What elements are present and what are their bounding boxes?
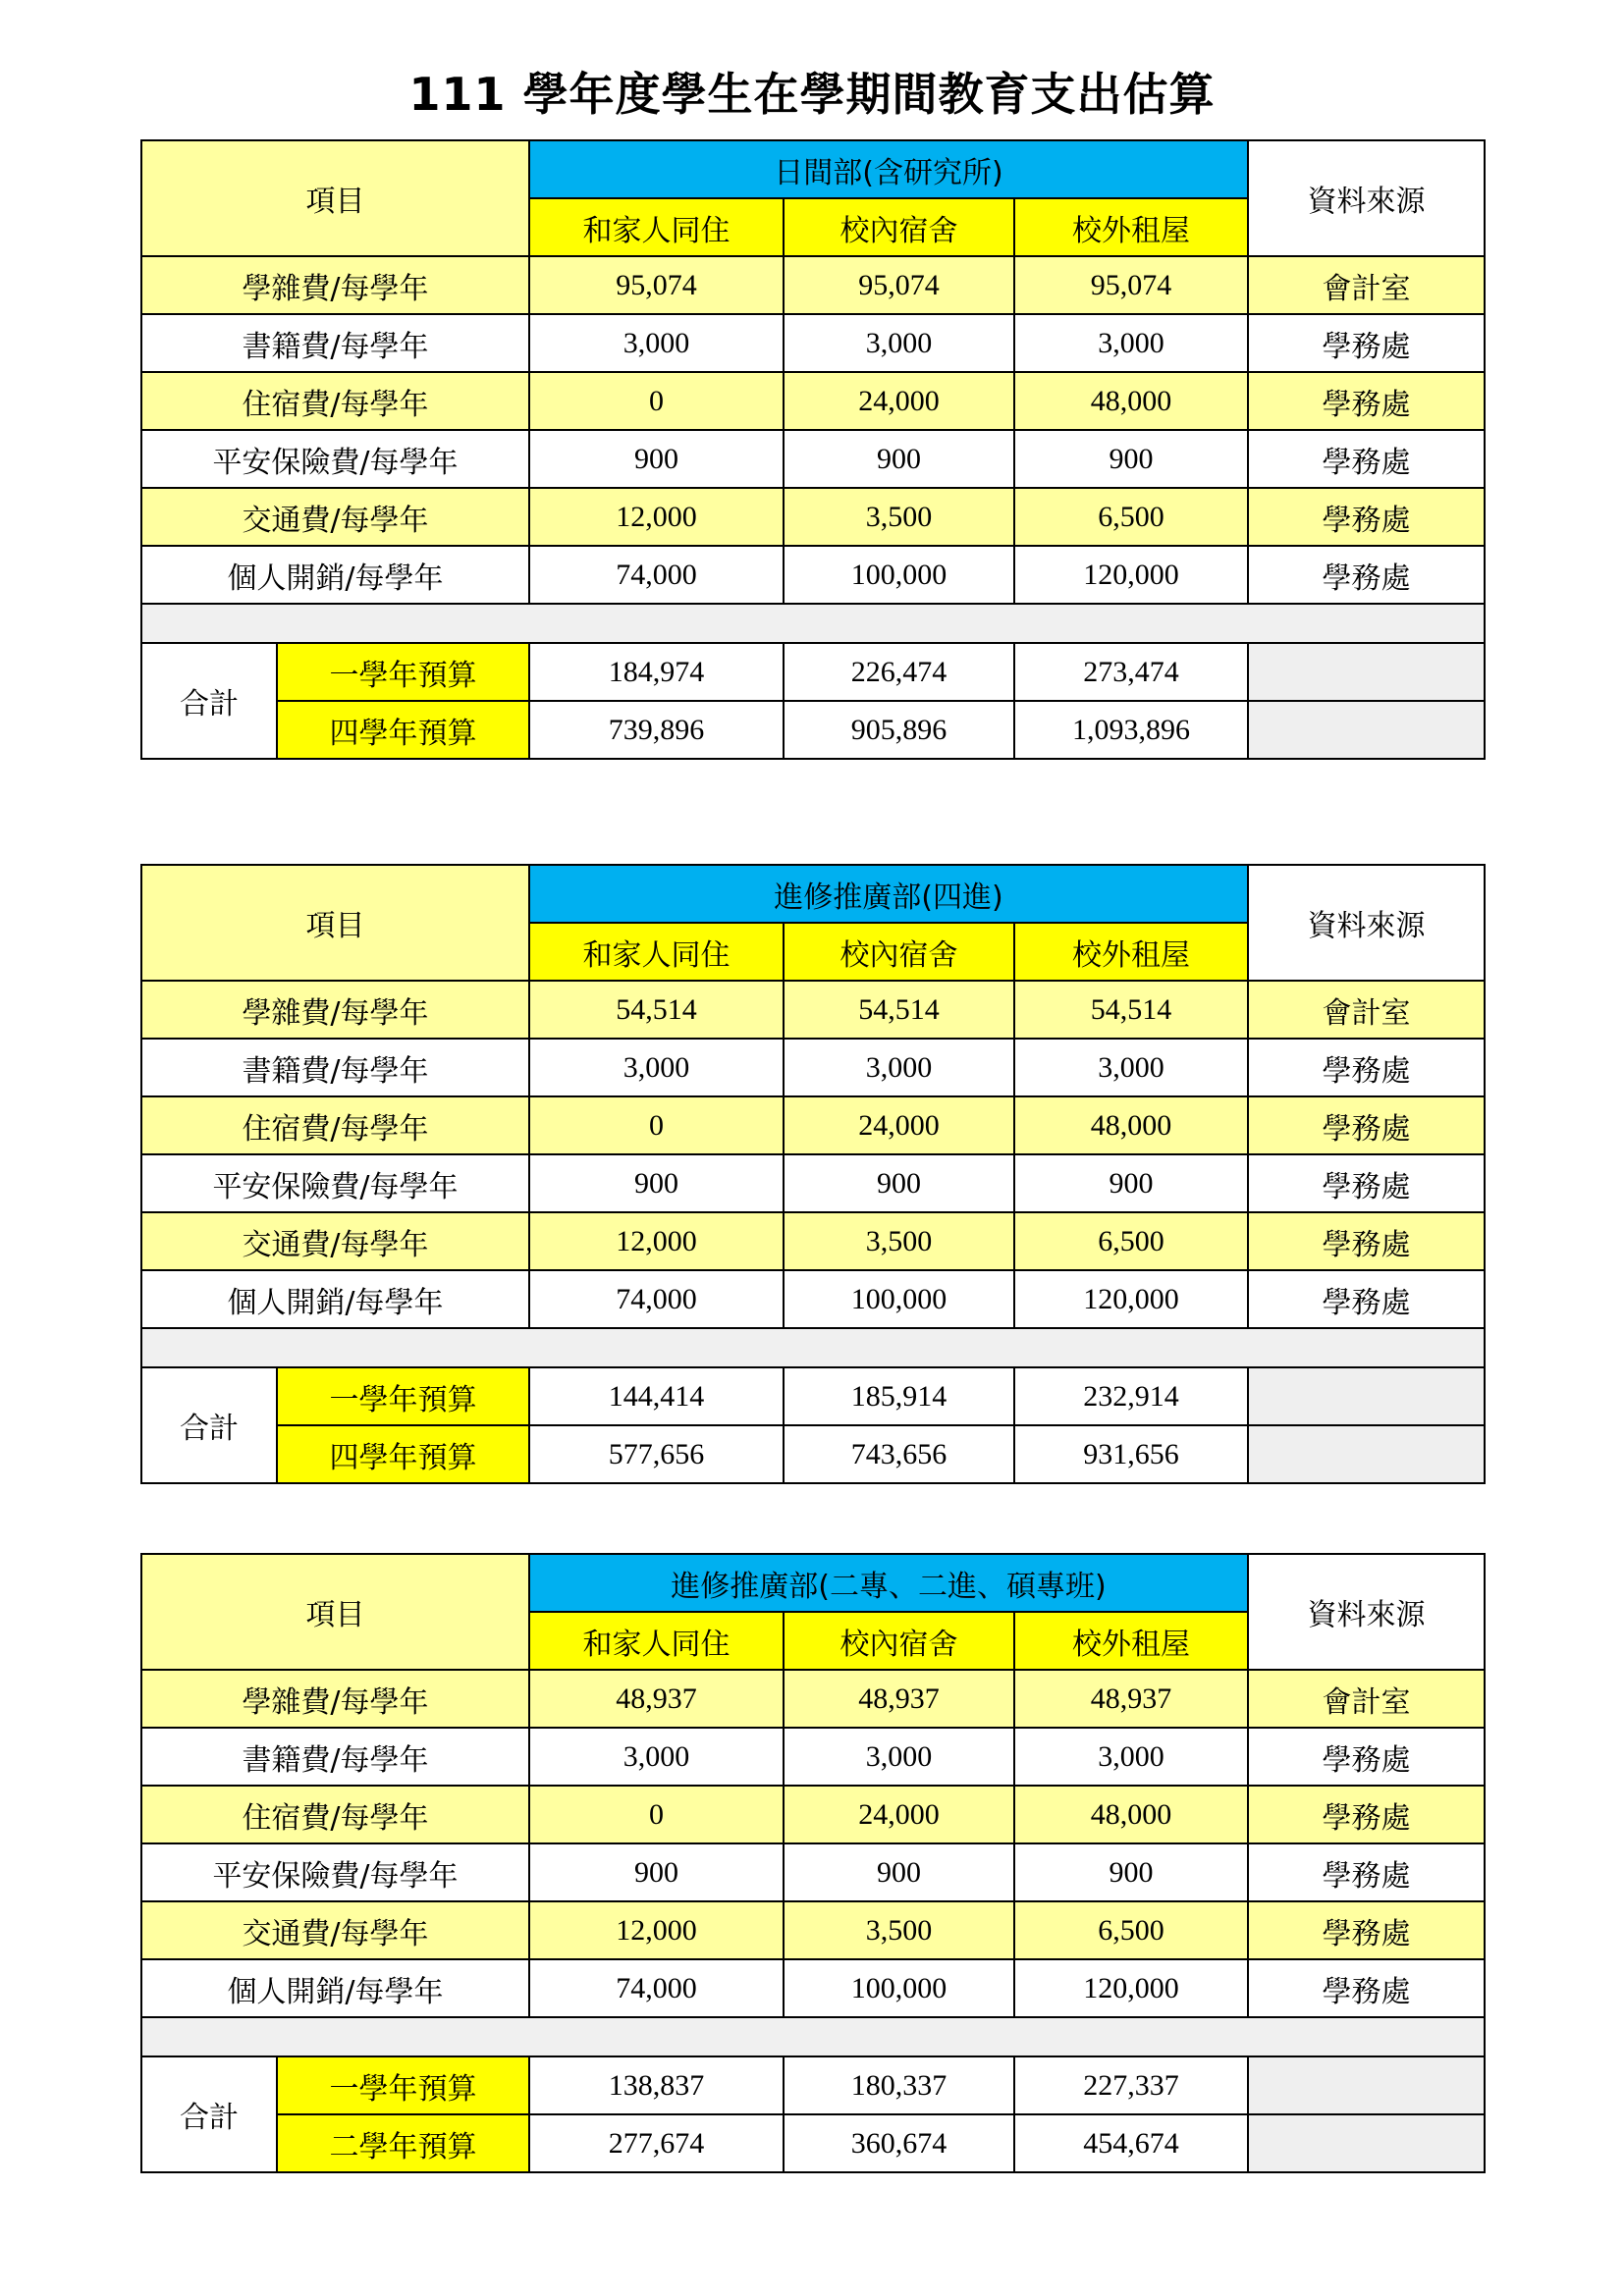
table-row [141,981,1485,1039]
budget-label: 一學年預算 [277,1367,529,1425]
budget-label: 一學年預算 [277,643,529,701]
total-value: 743,656 [784,1425,1014,1483]
budget-section [140,1553,1484,2173]
total-value: 360,674 [784,2114,1014,2172]
source-header: 資料來源 [1248,865,1485,981]
row-label: 個人開銷/每學年 [141,546,529,604]
total-value: 277,674 [529,2114,784,2172]
item-header: 項目 [141,865,529,981]
row-value: 74,000 [529,1270,784,1328]
row-source: 學務處 [1248,372,1485,430]
empty-source-cell [1248,2056,1485,2114]
total-value: 931,656 [1014,1425,1248,1483]
row-label: 交通費/每學年 [141,1901,529,1959]
row-label: 學雜費/每學年 [141,981,529,1039]
row-value: 48,000 [1014,1786,1248,1843]
row-label: 學雜費/每學年 [141,1670,529,1728]
row-label: 書籍費/每學年 [141,314,529,372]
row-value: 100,000 [784,546,1014,604]
row-value: 24,000 [784,372,1014,430]
column-header: 和家人同住 [529,923,784,981]
row-value: 54,514 [1014,981,1248,1039]
total-row [141,701,1485,759]
row-value: 900 [1014,430,1248,488]
total-row [141,643,1485,701]
table-row [141,314,1485,372]
division-header: 進修推廣部(二專、二進、碩專班) [529,1554,1248,1612]
row-source: 會計室 [1248,1670,1485,1728]
column-header: 校外租屋 [1014,923,1248,981]
row-value: 48,000 [1014,372,1248,430]
row-value: 900 [529,430,784,488]
empty-source-cell [1248,1367,1485,1425]
row-source: 學務處 [1248,546,1485,604]
total-value: 577,656 [529,1425,784,1483]
row-label: 個人開銷/每學年 [141,1959,529,2017]
budget-section [140,864,1484,1484]
total-value: 180,337 [784,2056,1014,2114]
row-value: 3,000 [784,1039,1014,1096]
total-value: 227,337 [1014,2056,1248,2114]
row-value: 24,000 [784,1786,1014,1843]
totals-table [140,2056,1486,2173]
empty-source-cell [1248,643,1485,701]
total-value: 226,474 [784,643,1014,701]
row-value: 120,000 [1014,546,1248,604]
separator-row [141,604,1485,643]
row-value: 3,000 [784,1728,1014,1786]
table-row [141,1039,1485,1096]
row-value: 900 [784,1154,1014,1212]
total-value: 185,914 [784,1367,1014,1425]
row-value: 120,000 [1014,1959,1248,2017]
table-row [141,1901,1485,1959]
table-row [141,1270,1485,1328]
total-row [141,1425,1485,1483]
row-value: 900 [1014,1154,1248,1212]
row-label: 交通費/每學年 [141,1212,529,1270]
total-row [141,2114,1485,2172]
row-value: 3,000 [529,1039,784,1096]
table-row [141,488,1485,546]
totals-table [140,642,1486,760]
total-label: 合計 [141,1367,277,1483]
budget-section [140,139,1484,760]
row-value: 3,500 [784,1901,1014,1959]
table-row [141,372,1485,430]
budget-label: 一學年預算 [277,2056,529,2114]
totals-table [140,1366,1486,1484]
table-row [141,546,1485,604]
row-value: 6,500 [1014,1212,1248,1270]
row-value: 3,000 [529,1728,784,1786]
row-label: 平安保險費/每學年 [141,1843,529,1901]
row-value: 24,000 [784,1096,1014,1154]
item-header: 項目 [141,140,529,256]
table-row [141,1786,1485,1843]
row-label: 平安保險費/每學年 [141,430,529,488]
row-value: 900 [1014,1843,1248,1901]
table-row [141,1959,1485,2017]
row-source: 學務處 [1248,1901,1485,1959]
row-value: 3,500 [784,488,1014,546]
row-source: 學務處 [1248,314,1485,372]
total-value: 273,474 [1014,643,1248,701]
row-value: 900 [529,1154,784,1212]
empty-source-cell [1248,701,1485,759]
table-row [141,1728,1485,1786]
row-source: 學務處 [1248,1212,1485,1270]
column-header: 校內宿舍 [784,1612,1014,1670]
total-value: 184,974 [529,643,784,701]
row-label: 書籍費/每學年 [141,1039,529,1096]
total-label: 合計 [141,2056,277,2172]
row-value: 6,500 [1014,488,1248,546]
row-value: 0 [529,1786,784,1843]
row-value: 54,514 [529,981,784,1039]
table-row [141,256,1485,314]
table-row [141,430,1485,488]
row-source: 學務處 [1248,1154,1485,1212]
row-label: 交通費/每學年 [141,488,529,546]
table-row [141,1154,1485,1212]
row-value: 48,937 [784,1670,1014,1728]
row-value: 74,000 [529,546,784,604]
total-row [141,2056,1485,2114]
row-value: 900 [784,430,1014,488]
total-value: 454,674 [1014,2114,1248,2172]
total-label: 合計 [141,643,277,759]
empty-source-cell [1248,2114,1485,2172]
source-header: 資料來源 [1248,140,1485,256]
row-source: 學務處 [1248,1039,1485,1096]
total-row [141,1367,1485,1425]
row-source: 學務處 [1248,430,1485,488]
row-source: 會計室 [1248,256,1485,314]
row-value: 95,074 [529,256,784,314]
total-value: 144,414 [529,1367,784,1425]
row-value: 3,000 [1014,1728,1248,1786]
row-source: 學務處 [1248,1786,1485,1843]
column-header: 校內宿舍 [784,923,1014,981]
row-value: 3,000 [1014,314,1248,372]
item-header: 項目 [141,1554,529,1670]
row-label: 住宿費/每學年 [141,1096,529,1154]
total-value: 739,896 [529,701,784,759]
row-value: 3,000 [1014,1039,1248,1096]
column-header: 和家人同住 [529,1612,784,1670]
total-value: 1,093,896 [1014,701,1248,759]
empty-source-cell [1248,1425,1485,1483]
separator-row [141,1328,1485,1367]
row-value: 900 [784,1843,1014,1901]
row-value: 0 [529,372,784,430]
row-label: 學雜費/每學年 [141,256,529,314]
column-header: 校內宿舍 [784,198,1014,256]
row-value: 48,937 [1014,1670,1248,1728]
total-value: 232,914 [1014,1367,1248,1425]
budget-table [140,139,1486,644]
budget-table [140,1553,1486,2057]
row-value: 100,000 [784,1959,1014,2017]
row-source: 學務處 [1248,1959,1485,2017]
division-header: 進修推廣部(四進) [529,865,1248,923]
page-title: 111 學年度學生在學期間教育支出估算 [408,68,1216,121]
budget-table [140,864,1486,1368]
row-value: 12,000 [529,488,784,546]
budget-label: 二學年預算 [277,2114,529,2172]
column-header: 校外租屋 [1014,1612,1248,1670]
row-source: 學務處 [1248,1728,1485,1786]
row-value: 120,000 [1014,1270,1248,1328]
row-value: 48,000 [1014,1096,1248,1154]
table-row [141,1843,1485,1901]
row-value: 95,074 [1014,256,1248,314]
row-value: 74,000 [529,1959,784,2017]
row-value: 0 [529,1096,784,1154]
row-source: 學務處 [1248,1096,1485,1154]
row-value: 900 [529,1843,784,1901]
table-row [141,1670,1485,1728]
table-row [141,1096,1485,1154]
total-value: 905,896 [784,701,1014,759]
row-value: 12,000 [529,1212,784,1270]
row-label: 住宿費/每學年 [141,1786,529,1843]
budget-label: 四學年預算 [277,701,529,759]
column-header: 和家人同住 [529,198,784,256]
row-value: 3,500 [784,1212,1014,1270]
row-value: 12,000 [529,1901,784,1959]
row-source: 會計室 [1248,981,1485,1039]
total-value: 138,837 [529,2056,784,2114]
row-source: 學務處 [1248,488,1485,546]
row-label: 個人開銷/每學年 [141,1270,529,1328]
row-value: 3,000 [784,314,1014,372]
row-value: 95,074 [784,256,1014,314]
row-value: 6,500 [1014,1901,1248,1959]
budget-label: 四學年預算 [277,1425,529,1483]
separator-row [141,2017,1485,2056]
division-header: 日間部(含研究所) [529,140,1248,198]
row-label: 住宿費/每學年 [141,372,529,430]
row-value: 100,000 [784,1270,1014,1328]
row-value: 3,000 [529,314,784,372]
row-source: 學務處 [1248,1270,1485,1328]
table-row [141,1212,1485,1270]
source-header: 資料來源 [1248,1554,1485,1670]
row-value: 48,937 [529,1670,784,1728]
row-label: 書籍費/每學年 [141,1728,529,1786]
row-label: 平安保險費/每學年 [141,1154,529,1212]
column-header: 校外租屋 [1014,198,1248,256]
row-value: 54,514 [784,981,1014,1039]
row-source: 學務處 [1248,1843,1485,1901]
